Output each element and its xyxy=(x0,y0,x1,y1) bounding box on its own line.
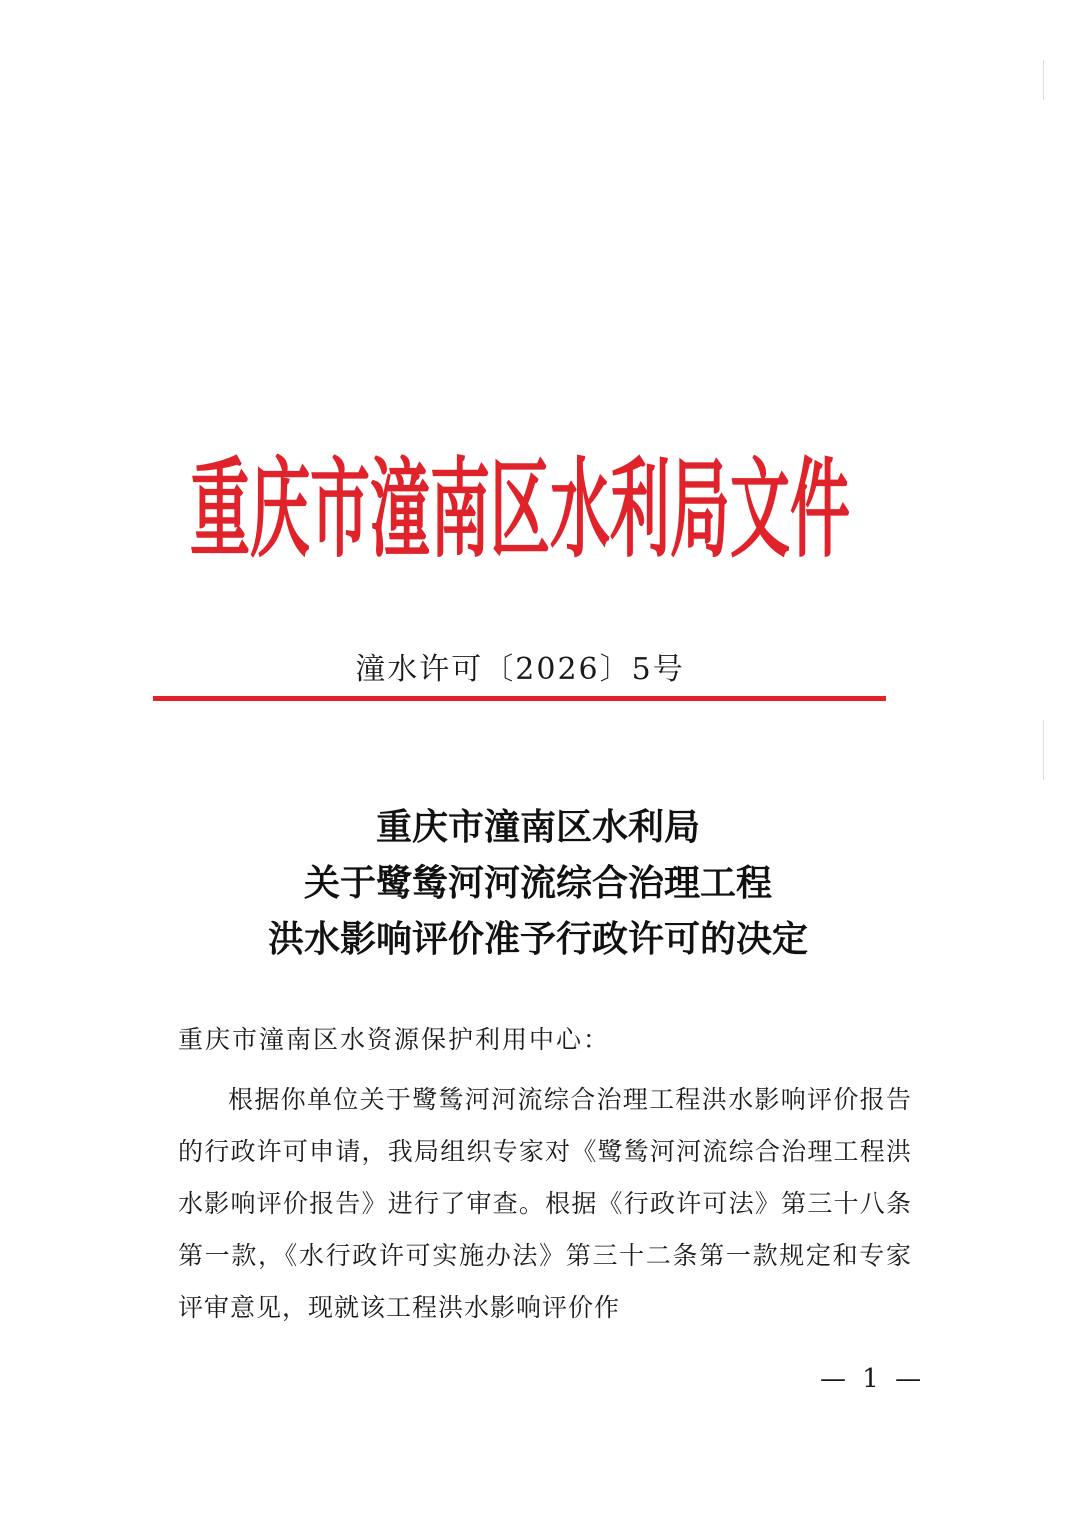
masthead-svg xyxy=(150,446,890,573)
title-line-1: 重庆市潼南区水利局 xyxy=(375,807,700,848)
masthead xyxy=(150,446,890,573)
body-paragraph: 根据你单位关于鹭鸶河河流综合治理工程洪水影响评价报告的行政许可申请，我局组织专家对《鹭鸶河河流综合治理工程洪水影响评价报告》进行了审查。根据《行政许可法》第三十八条第一款，《水行政许可实施办法》第三十二条第一款规定和专家评审意见，现就该工程洪水影响评价作 xyxy=(178,1085,912,1322)
scan-edge-mark xyxy=(1043,720,1044,780)
title-line-2: 关于鹭鸶河河流综合治理工程 xyxy=(303,863,772,904)
addressee: 重庆市潼南区水资源保护利用中心： xyxy=(178,1025,611,1054)
document-number: 潼水许可〔2026〕5号 xyxy=(355,652,685,687)
title-line-3: 洪水影响评价准予行政许可的决定 xyxy=(267,919,808,960)
document-title xyxy=(150,800,926,968)
page-number: — 1 — xyxy=(820,1364,926,1394)
masthead-title: 重庆市潼南区水利局文件 xyxy=(189,446,851,573)
red-divider-rule xyxy=(153,696,886,701)
scan-edge-mark xyxy=(1043,60,1044,100)
